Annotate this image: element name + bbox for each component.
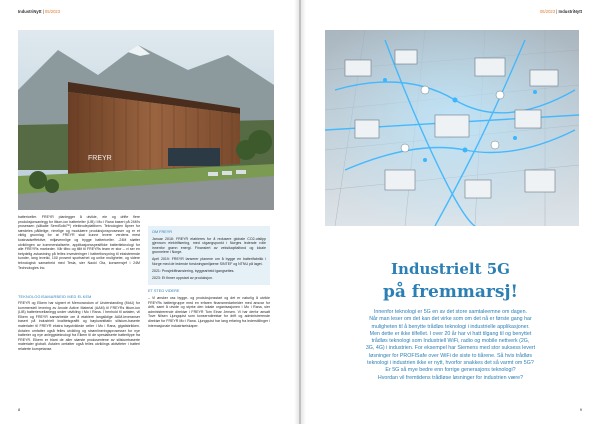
paragraph: battericeller. FREYR planlegger å utvikle, eie og drifte flere produksjonsanlegg for litium-ion batterieller (LIB) i Mo i Rana basert på 24M's prosessen (såkalte SemiSolid™) elektrodeplattform. Teknologien åpner for særdeles pålitelige, rimelige og modulære produksjonsprosesser og er et viktig grunnlag for at FREYR skal kunne levere verdens mest kostnadseffektive, miljøvennlige og trygge battericeller. -24M støtter utviklingen av kommersialiserte, applikasjonsspesifikke batteriteknologi for alle FREYRs markeder. Vår tiltro og tillit til FREYRs team er stor – vi ser en betydelig avkastning på felles investeringer i batteriforsyning til eksisterende kunder, lang levetid, 100 prosent sporbarhet og unike muligheter, og videre teknologisk samarbeid med Tesla, sier Naoki Ota, konsernsjef i 24M Technologies Inc.: [18, 215, 140, 270]
running-head: [18, 9, 60, 14]
article-lead: [329, 309, 572, 382]
spine-shadow: [294, 0, 306, 424]
article-headline-line-2: på fremmarsj!: [382, 282, 519, 302]
timeline-entry: 2023: Et finner oppstart av produksjon.: [152, 276, 213, 281]
entrance-glass: [168, 148, 220, 166]
about-freyr-label: OM FREYR: [152, 230, 173, 234]
timeline-entry: Januar 2018: FREYR etableres for å redusere globale CO2-utslipp gjennom elektrifisering, med utgangspunkt i Norges ledende rolle innenfor grønn energi. Finansiert av veksikapitalfond og lokale grunneiere i Norge.: [152, 236, 266, 255]
lead-line: Hvordan vil fremtidens trådløse løsninger for industrien være?: [377, 374, 524, 381]
factory-photo: [18, 30, 274, 210]
lead-line: Er 5G så mye bedre enn forrige generasjons teknologi?: [385, 367, 516, 374]
paragraph: FREYR og Elkem har signert et Memorandum of Understanding (MoU) for kommersiell levering av Anode Active Material (AAM) til FREYRs litium-ion (LIB) batteriercellanlegg under utvikling i Mo i Rana. I henhold til avtalen, vil Elkem og FREYR samarbeide om å etablere langsiktige AAM-leveranser basert på industrielt kvalitetsgrafitt og høykvantitativ silisium-baserte materialer til FREYR ekstra høyutviklede celler i Mo i Rana, gigafabrikken. Avtalen omfatter også felles utvikling og strømlineringsprosesser for nye batterier og nye anleggsteknologi fra Elkem til de spesialiserte batteritype fra FREYR. Elkem er blant de aller største produsentene av silisiumbaserte materialer globalt. Avtalen omfatter også felles utviklings aktiviteter i batteri relaterte kompetanse.: [18, 301, 140, 352]
magazine-name: IndustriNytt: [558, 9, 582, 14]
page-number: 9: [579, 407, 582, 412]
article-column-1: [18, 215, 140, 272]
running-head-separator: |: [555, 9, 559, 14]
timeline-entry: April 2019: FREYR lanserer planene om å bygge en batterifabrikk i Norge med de ledende forskningsmiljøene SINTEF og NTNU på laget.: [152, 257, 266, 267]
article-headline-line-1: Industrielt 5G: [391, 260, 510, 278]
building-sign: FREYR: [88, 155, 112, 162]
lead-line: teknologi i industrien ikke er nytt, hvorfor snakkes det så varmt om 5G?: [367, 360, 534, 367]
article-column-1b: [18, 295, 140, 354]
subheading-elkem: TEKNOLOGISAMARBEID MED ELKEM: [18, 295, 92, 299]
magazine-name: IndustriNytt: [18, 9, 42, 14]
lead-line: 3G, 4G) i industrien. For eksempel har Siemens med stor suksess levert: [365, 345, 536, 352]
lead-line: løsninger for PROFISafe over WiFi de siste to tiårene. Så hvis trådløs: [368, 352, 533, 359]
lead-line: trådløs teknologi som Industriell WiFi, radio og mobile nettverk (2G,: [371, 338, 530, 345]
issue-date: 05/2023: [44, 9, 61, 14]
page-number: 8: [18, 407, 21, 412]
lead-line: Når man leser om det kan det virke som om det nå er første gang har: [369, 316, 532, 323]
running-head-separator: |: [41, 9, 45, 14]
next-step-label: ET STEG VIDERE: [148, 289, 180, 294]
about-freyr-box: [148, 226, 270, 285]
smart-factory-photo: [325, 30, 579, 226]
issue-date: 05/2023: [539, 9, 556, 14]
lead-line: Innenfor teknologi er 5G en av det store samtaleemne om dagen.: [373, 309, 528, 315]
left-page: [0, 0, 299, 424]
lead-line: muligheten til å benytte trådløs teknologi i industrielle applikasjoner.: [371, 323, 530, 330]
lead-line: Men dette er ikke tilfellet. I over 20 år har vi hatt tilgang til og benyttet: [369, 330, 532, 337]
running-head: [540, 9, 582, 14]
fact-sidebar: [148, 226, 270, 331]
right-page: [301, 0, 600, 424]
paragraph: – Vi ønsker oss bygge- og produksjonsstart og det er naturlig å utvikle FREYRs batterigruppe med en erfaren finansmedarbeider med ansvar for drift, samt å utvide og styrke den lokale organisasjonen i Mo i Rana, sier administrerende direktør i FREYR Tom Einar Jensen. Vi har derfor ansatt Tove Nilsen Ljungquist som konserndirektør for drift og administrerende direktør for FREYR Mo i Rana. Ljungquist har lang erfaring fra lederstillinger i internasjonale industriselskaper.: [148, 295, 270, 328]
timeline-entry: 2021: Prosjektfinansiering, byggearbeid igangsettes.: [152, 269, 235, 274]
